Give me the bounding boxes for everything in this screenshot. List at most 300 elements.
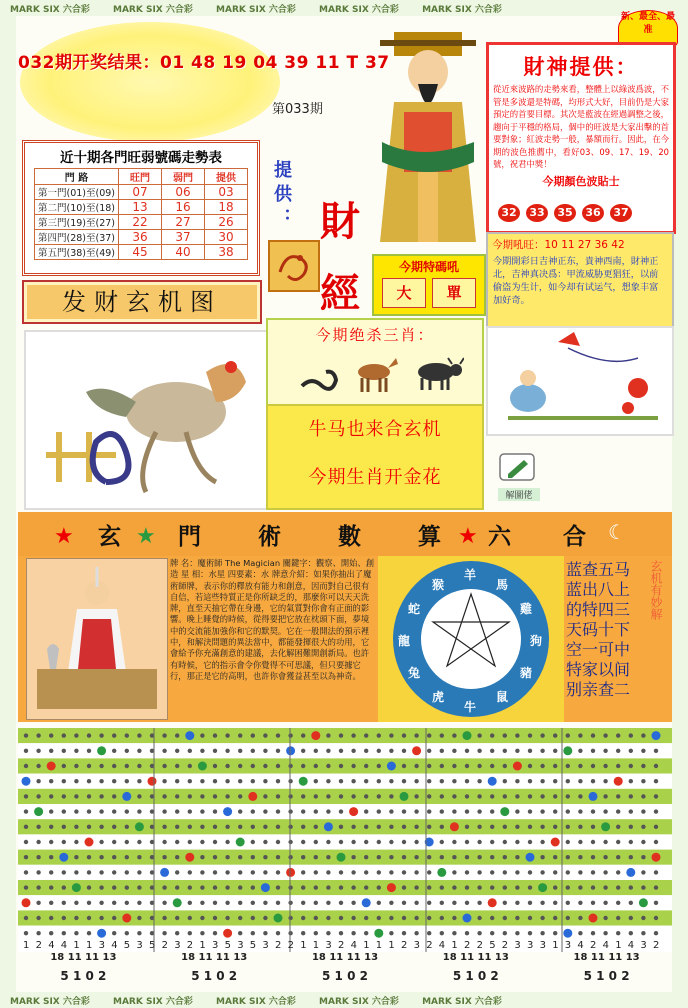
grid-dot [188,764,192,768]
grid-dot [137,809,141,813]
grid-dot [540,779,544,783]
grid-number: 4 [627,940,635,951]
grid-dot [185,731,194,740]
grid-dot [515,885,519,889]
grid-dot [528,840,532,844]
grid-dot [500,807,509,816]
grid-number: 2 [186,940,194,951]
grid-number: 3 [174,940,181,951]
grid-dot [629,840,633,844]
grid-dot [36,870,40,874]
tigong-label: 提供： [271,160,292,232]
grid-dot [200,901,204,905]
grid-dot [87,809,91,813]
grid-dot [175,870,179,874]
grid-dot [238,901,242,905]
grid-dot [49,809,53,813]
grid-number: 2 [464,940,471,951]
grid-dot [288,825,292,829]
grid-dot [465,931,469,935]
grid-dot [528,749,532,753]
grid-dot [351,749,355,753]
grid-dot [427,885,431,889]
grid-dot [301,840,305,844]
grid-number: 3 [136,940,143,951]
grid-dot [465,764,469,768]
grid-dot [503,916,507,920]
grid-dot [553,764,557,768]
grid-number: 2 [287,940,294,951]
grid-dot [288,855,292,859]
grid-dot [364,809,368,813]
grid-dot [528,825,532,829]
grid-dot [36,749,40,753]
grid-dot [463,731,472,740]
grid-dot [326,901,330,905]
grid-dot [87,794,91,798]
grid-dot [276,901,280,905]
grid-dot [213,840,217,844]
grid-dot [162,794,166,798]
grid-dot [213,809,217,813]
number-ball: 37 [610,204,632,222]
grid-dot [351,794,355,798]
gate-table [34,168,248,260]
issue-number: 第033期 [272,102,323,117]
grid-dot [162,885,166,889]
grid-dot [326,855,330,859]
kite-icon [488,328,672,434]
grid-dot [339,931,343,935]
grid-dot [339,916,343,920]
grid-dot [364,855,368,859]
grid-dot [49,885,53,889]
grid-dot [639,898,648,907]
grid-dot [276,870,280,874]
grid-dot [87,870,91,874]
grid-dot [62,764,66,768]
grid-dot [314,931,318,935]
grid-dot [62,931,66,935]
grid-dot [74,931,78,935]
grid-dot [402,870,406,874]
grid-dot [641,840,645,844]
border-label: MARK SIX 六合彩 [10,5,90,15]
grid-dot [402,764,406,768]
grid-dot [160,868,169,877]
grid-dot [251,779,255,783]
dragon-seal-icon [268,240,320,292]
grid-dot [62,901,66,905]
grid-dot [515,825,519,829]
grid-dot [601,822,610,831]
grid-dot [213,749,217,753]
grid-dot [402,809,406,813]
wheel-label: 狗 [530,634,543,648]
grid-dot [616,885,620,889]
grid-dot [515,855,519,859]
grid-dot [59,853,68,862]
grid-dot [36,855,40,859]
grid-dot [364,825,368,829]
table-row [34,215,247,230]
table-row [34,245,247,260]
grid-dot [87,885,91,889]
grid-dot [641,764,645,768]
grid-dot [616,931,620,935]
header-provide: 提供 [205,169,248,185]
grid-number: 1 [615,940,622,951]
grid-dot [377,809,381,813]
slogan-line: 牛马也来合玄机 [308,419,442,440]
grid-dot [591,855,595,859]
grid-dot [563,929,572,938]
grid-number: 3 [413,940,420,951]
grid-dot [175,779,179,783]
grid-dot [440,749,444,753]
grid-dot [452,931,456,935]
grid-dot [326,749,330,753]
grid-dot [351,916,355,920]
gate-cell: 第二門(10)至(18) [34,200,118,215]
god-figure-icon [374,22,482,252]
table-header-row [34,169,247,185]
grid-dot [263,931,267,935]
grid-number: 1 [199,940,206,951]
grid-dot [162,901,166,905]
grid-dot [351,931,355,935]
interpret-label: 解圖佬 [498,488,540,501]
grid-dot [477,840,481,844]
dragon-icon [270,242,318,290]
grid-dot [641,749,645,753]
grid-dot [24,931,28,935]
grid-dot [188,779,192,783]
border-label: MARK SIX 六合彩 [216,997,296,1007]
grid-dot [263,916,267,920]
wheel-label: 雞 [520,602,533,616]
grid-dot [553,885,557,889]
grid-dot [112,749,116,753]
grid-dot [603,885,607,889]
grid-dot [326,931,330,935]
grid-dot [440,916,444,920]
grid-dot [351,855,355,859]
grid-dot [566,809,570,813]
wheel-label: 猴 [432,578,445,592]
grid-dot [24,870,28,874]
value-cell: 18 [205,200,248,215]
grid-number: 2 [161,940,168,951]
grid-dot [87,931,91,935]
interpret-picture-button[interactable] [498,452,540,500]
grid-dot [225,855,229,859]
border-label: MARK SIX 六合彩 [319,997,399,1007]
grid-dot [188,749,192,753]
grid-dot [324,822,333,831]
grid-dot [414,870,418,874]
grid-number: 2 [338,940,345,951]
grid-dot [603,779,607,783]
grid-dot [288,901,292,905]
grid-number: 2 [401,940,408,951]
grid-dot [641,733,645,737]
grid-dot [276,733,280,737]
grid-dot [99,825,103,829]
grid-dot [223,929,232,938]
grid-dot [603,840,607,844]
grid-dot [314,779,318,783]
grid-dot [553,749,557,753]
grid-dot [125,825,129,829]
grid-dot [603,855,607,859]
grid-dot [412,746,421,755]
grid-dot [351,901,355,905]
grid-dot [578,855,582,859]
value-cell: 07 [119,185,162,200]
grid-dot [591,840,595,844]
grid-dot [288,931,292,935]
grid-dot [261,883,270,892]
grid-dot [24,733,28,737]
grid-dot [314,825,318,829]
grid-number: 4 [438,940,446,951]
poem-line: 空一可中 [566,640,631,659]
grid-dot [36,779,40,783]
rooster-icon [26,332,266,508]
grid-dot [351,885,355,889]
value-cell: 36 [119,230,162,245]
table-row [34,200,247,215]
header-weak: 弱門 [162,169,205,185]
grid-dot [437,868,446,877]
grid-dot [62,870,66,874]
grid-dot [440,885,444,889]
grid-dot [465,779,469,783]
grid-dot [326,840,330,844]
grid-dot [414,855,418,859]
grid-dot [49,779,53,783]
bottom-cell: 18 11 11 13 [442,952,509,963]
grid-dot [213,825,217,829]
grid-dot [578,901,582,905]
grid-dot [440,931,444,935]
grid-dot [99,855,103,859]
slogan-line: 今期生肖开金花 [308,467,442,488]
grid-dot [490,840,494,844]
grid-dot [286,746,295,755]
grid-dot [301,870,305,874]
grid-dot [515,901,519,905]
grid-dot [276,764,280,768]
value-cell: 13 [119,200,162,215]
grid-dot [427,931,431,935]
ox-icon [412,354,464,394]
grid-dot [528,733,532,737]
grid-dot [200,733,204,737]
grid-dot [629,749,633,753]
value-cell: 38 [205,245,248,260]
grid-dot [125,749,129,753]
bottom-number-rows [18,952,672,990]
grid-dot [490,855,494,859]
grid-dot [603,764,607,768]
grid-dot [175,825,179,829]
grid-dot [301,749,305,753]
kite-illustration [486,326,674,436]
bottom-row-2 [18,969,672,983]
wheel-label: 羊 [464,568,477,582]
grid-dot [62,885,66,889]
grid-dot [125,733,129,737]
draw-result-headline: 032期开奖结果：01 48 19 04 39 11 T 37 [18,53,390,73]
grid-dot [175,931,179,935]
grid-dot [112,901,116,905]
grid-dot [87,764,91,768]
moon-icon: ☾ [608,520,626,544]
grid-dot [629,764,633,768]
table-title: 近十期各門旺弱號碼走勢表 [60,150,222,166]
grid-dot [188,931,192,935]
grid-dot [553,870,557,874]
magician-card-illustration [26,558,168,720]
caishen-body: 從近來波路的走勢來看，整體上以綠波爲波，不管是多波還是特碼，均形式大好，目前仍是大家預定的首要目標。其次是藍波在經過調整之後，趨向于平穩的格局，個中的旺波是大家出擊的首要對象；紅波走勢一般，暴額而行。因此，在今期的波色推薦中，看好03、09、17、19、20號，祝君中獎！ [493,84,669,169]
grid-dot [225,794,229,798]
grid-dot [24,885,28,889]
grid-dot [251,840,255,844]
grid-dot [99,794,103,798]
grid-dot [488,898,497,907]
grid-dot [566,779,570,783]
grid-dot [125,885,129,889]
grid-dot [137,840,141,844]
grid-dot [49,931,53,935]
grid-dot [301,916,305,920]
grid-dot [213,855,217,859]
grid-dot [477,809,481,813]
grid-dot [427,749,431,753]
grid-dot [477,901,481,905]
grid-dot [112,779,116,783]
grid-dot [377,794,381,798]
grid-dot [654,870,658,874]
grid-dot [490,825,494,829]
grid-dot [578,870,582,874]
grid-dot [629,931,633,935]
grid-dot [213,733,217,737]
grid-dot [414,733,418,737]
table-row [34,185,247,200]
grid-dot [463,914,472,923]
grid-dot [452,794,456,798]
grid-dot [427,901,431,905]
grid-number: 2 [35,940,42,951]
grid-dot [377,749,381,753]
grid-dot [377,825,381,829]
grid-dot [137,885,141,889]
grid-number: 2 [501,940,509,951]
grid-dot [654,825,658,829]
poem-line: 别亲查二 [566,680,631,699]
grid-dot [301,733,305,737]
grid-dot [641,779,645,783]
grid-dot [566,733,570,737]
grid-dot [477,870,481,874]
grid-dot [452,749,456,753]
grid-dot [137,901,141,905]
grid-dot [490,733,494,737]
grid-dot [364,794,368,798]
grid-dot [99,916,103,920]
grid-dot [528,870,532,874]
grid-dot [566,825,570,829]
wheel-label: 兔 [408,666,421,680]
grid-dot [414,916,418,920]
grid-dot [528,764,532,768]
grid-dot [427,764,431,768]
band-char: 玄 [98,524,121,550]
grid-dot [389,794,393,798]
grid-dot [540,901,544,905]
grid-dot [251,809,255,813]
grid-dot [364,764,368,768]
grid-dot [465,749,469,753]
grid-dot [112,931,116,935]
grid-dot [654,885,658,889]
grid-dot [22,898,31,907]
grid-dot [591,825,595,829]
grid-dot [389,840,393,844]
grid-dot [311,731,320,740]
grid-dot [589,914,598,923]
grid-dot [87,779,91,783]
grid-number: 3 [514,940,521,951]
grid-dot [326,794,330,798]
grid-dot [301,825,305,829]
grid-dot [314,855,318,859]
grid-dot [477,733,481,737]
grid-dot [276,809,280,813]
grid-dot [288,779,292,783]
grid-dot [578,885,582,889]
grid-dot [238,779,242,783]
grid-dot [175,749,179,753]
grid-dot [314,885,318,889]
grid-dot [24,916,28,920]
grid-dot [364,931,368,935]
grid-dot [276,794,280,798]
grid-dot [515,794,519,798]
grid-dot [326,916,330,920]
grid-dot [626,868,635,877]
grid-dot [288,733,292,737]
grid-dot [62,825,66,829]
value-cell: 26 [205,215,248,230]
grid-dot [175,764,179,768]
table-row [34,230,247,245]
ten-issue-table-panel [22,140,260,276]
grid-dot [351,840,355,844]
grid-dot [440,764,444,768]
grid-dot [503,901,507,905]
grid-dot [526,853,535,862]
number-ball: 35 [554,204,576,222]
grid-dot [87,825,91,829]
grid-dot [339,840,343,844]
grid-dot [238,916,242,920]
grid-dot [389,749,393,753]
grid-dot [427,779,431,783]
